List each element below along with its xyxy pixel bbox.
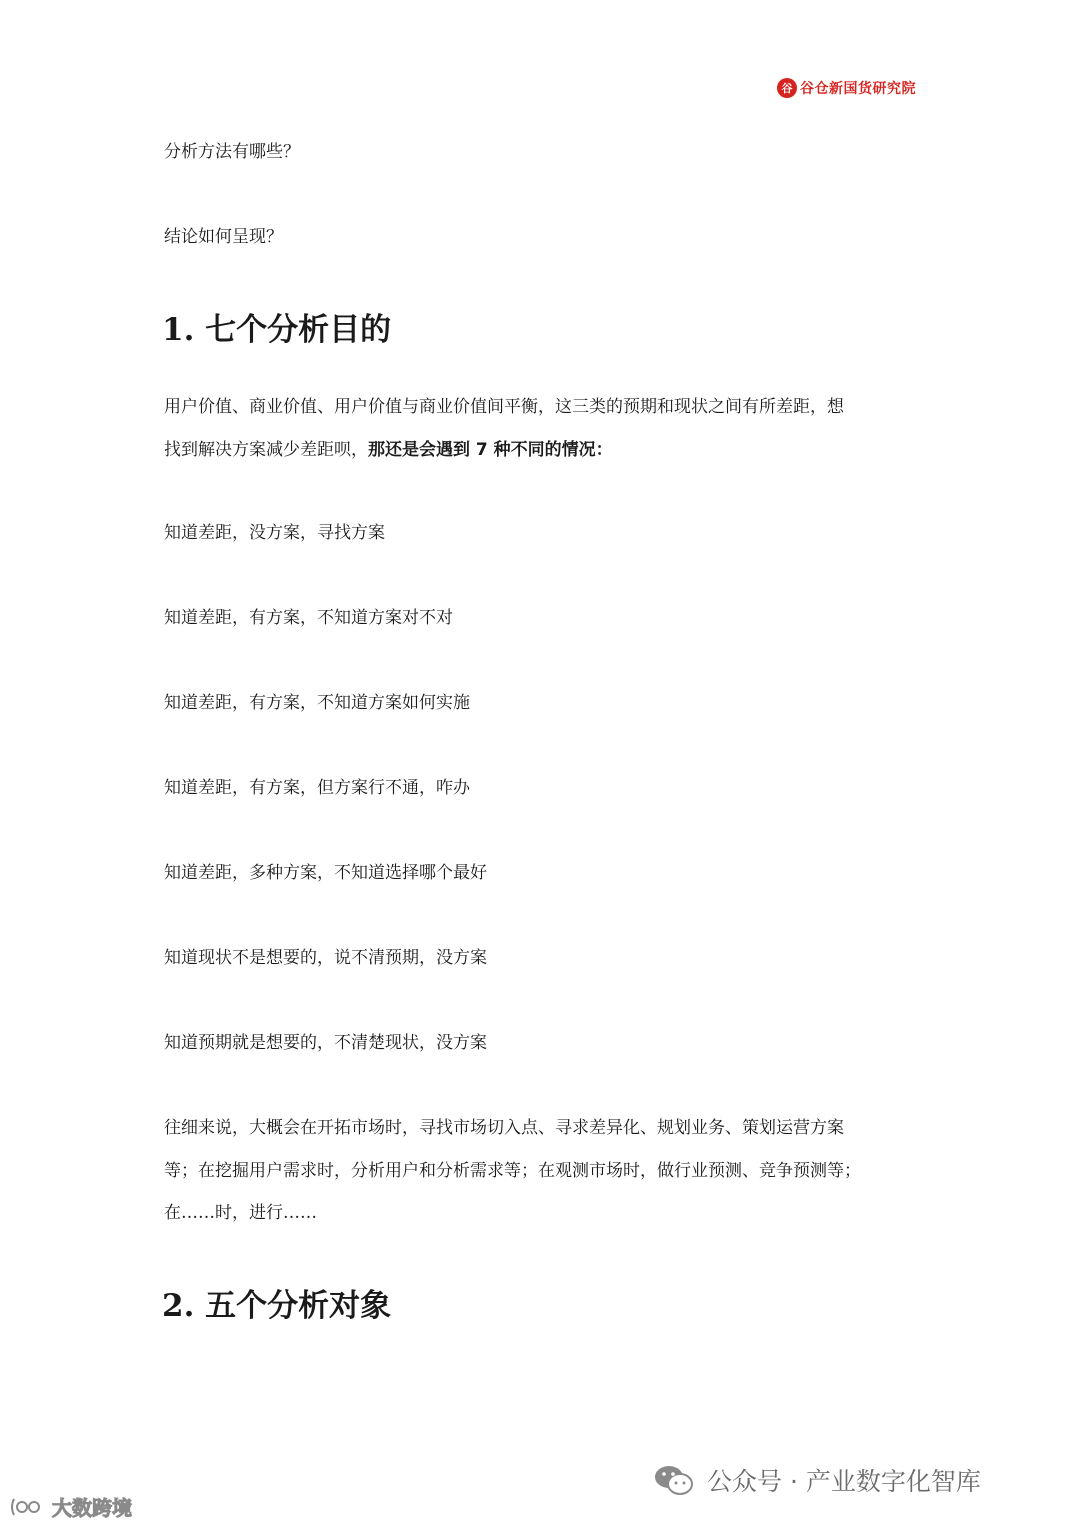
intro-line-2-bold: 那还是会遇到 7 种不同的情况： — [368, 439, 613, 460]
wechat-watermark-text: 公众号 · 产业数字化智库 — [707, 1467, 981, 1496]
wechat-icon — [653, 1463, 695, 1497]
brand-watermark — [8, 1492, 132, 1521]
case-item: 知道差距，没方案，寻找方案 — [164, 523, 385, 543]
question-conclusion: 结论如何呈现？ — [164, 227, 283, 247]
logo-text: 谷仓新国货研究院 — [800, 81, 916, 97]
case-item: 知道差距，有方案，不知道方案如何实施 — [164, 693, 470, 713]
detail-line-1: 往细来说，大概会在开拓市场时，寻找市场切入点、寻求差异化、规划业务、策划运营方案 — [164, 1118, 844, 1138]
case-item: 知道现状不是想要的，说不清预期，没方案 — [164, 948, 487, 968]
detail-line-2: 等；在挖掘用户需求时，分析用户和分析需求等；在观测市场时，做行业预测、竞争预测等； — [164, 1160, 861, 1181]
case-item: 知道差距，多种方案，不知道选择哪个最好 — [164, 863, 487, 883]
question-methods: 分析方法有哪些？ — [164, 142, 300, 162]
brand-watermark-text: 大数跨境 — [52, 1496, 132, 1520]
intro-line-2-plain: 找到解决方案减少差距呗， — [164, 439, 368, 460]
intro-paragraph — [164, 386, 920, 471]
intro-line-1: 用户价值、商业价值、用户价值与商业价值间平衡，这三类的预期和现状之间有所差距，想 — [164, 397, 844, 417]
intro-line-2 — [164, 429, 920, 472]
case-item: 知道预期就是想要的，不清楚现状，没方案 — [164, 1033, 487, 1053]
brand-logo — [777, 78, 916, 98]
detail-line-3: 在……时，进行…… — [164, 1203, 317, 1223]
section-heading-1: 1. 七个分析目的 — [162, 312, 392, 348]
wechat-watermark — [653, 1462, 981, 1498]
case-item: 知道差距，有方案，但方案行不通，咋办 — [164, 778, 470, 798]
section-heading-2: 2. 五个分析对象 — [162, 1288, 392, 1324]
detail-paragraph — [164, 1107, 920, 1235]
logo-mark-icon: 谷 — [777, 78, 797, 98]
case-item: 知道差距，有方案，不知道方案对不对 — [164, 608, 453, 628]
brand-watermark-icon — [8, 1495, 48, 1519]
